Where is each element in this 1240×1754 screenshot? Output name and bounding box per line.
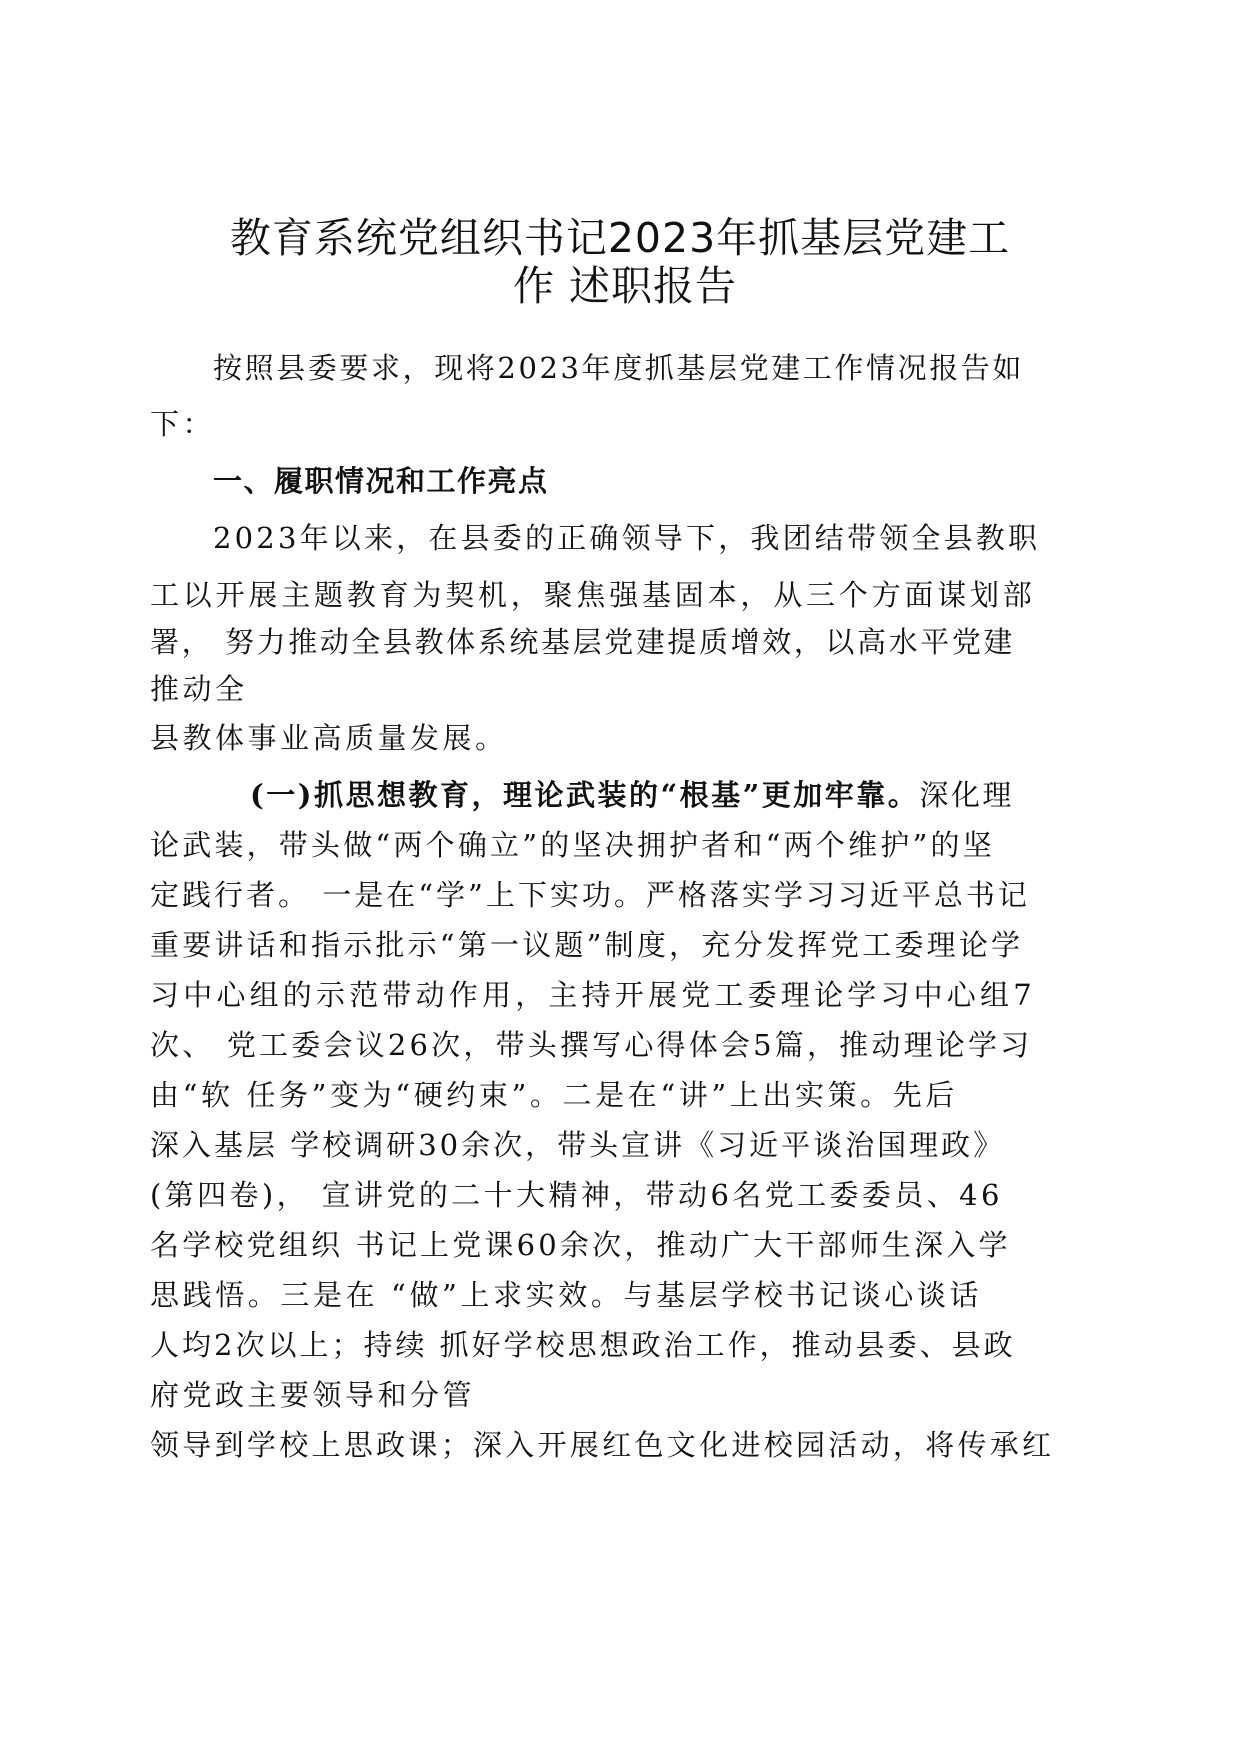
paragraph-line: 人均2次以上；持续 抓好学校思想政治工作，推动县委、县政 xyxy=(150,1328,1016,1362)
paragraph-line: 习中心组的示范带动作用，主持开展党工委理论学习中心组7 xyxy=(150,978,1036,1012)
paragraph-line: 名学校党组织 书记上党课60余次，推动广大干部师生深入学 xyxy=(150,1228,1011,1262)
intro-line: 按照县委要求，现将2023年度抓基层党建工作情况报告如 xyxy=(213,351,1025,385)
paragraph-line: 2023年以来，在县委的正确领导下，我团结带领全县教职 xyxy=(213,521,1041,555)
paragraph-line: 次、 党工委会议26次，带头撰写心得体会5篇，推动理论学习 xyxy=(150,1028,1033,1062)
intro-line: 下： xyxy=(150,407,216,441)
paragraph-line: 领导到学校上思政课；深入开展红色文化进校园活动，将传承红 xyxy=(150,1428,1055,1462)
paragraph-line: 论武装，带头做“两个确立”的坚决拥护者和“两个维护”的坚 xyxy=(150,828,995,862)
paragraph-line: 推动全 xyxy=(150,672,248,706)
subsection-heading: (一)抓思想教育，理论武装的“根基”更加牢靠。 xyxy=(250,778,920,812)
document-title-line-1: 教育系统党组织书记2023年抓基层党建工 xyxy=(229,214,1011,262)
paragraph-line: 署， 努力推动全县教体系统基层党建提质增效，以高水平党建 xyxy=(150,625,1016,659)
paragraph-line: 府党政主要领导和分管 xyxy=(150,1378,476,1412)
paragraph-line: 由“软 任务”变为“硬约束”。二是在“讲”上出实策。先后 xyxy=(150,1078,958,1112)
paragraph-line: 定践行者。 一是在“学”上下实功。严格落实学习习近平总书记 xyxy=(150,878,1030,912)
paragraph-line: 工以开展主题教育为契机，聚焦强基固本，从三个方面谋划部 xyxy=(150,578,1036,612)
paragraph-line: 县教体事业高质量发展。 xyxy=(150,721,508,755)
section-heading: 一、履职情况和工作亮点 xyxy=(213,464,549,498)
paragraph-line: (第四卷)， 宣讲党的二十大精神，带动6名党工委委员、46 xyxy=(150,1178,1003,1212)
paragraph-line: 思践悟。三是在 “做”上求实效。与基层学校书记谈心谈话 xyxy=(150,1278,983,1312)
paragraph-line: 深入基层 学校调研30余次，带头宣讲《习近平谈治国理政》 xyxy=(150,1128,1006,1162)
subsection-text: 深化理 xyxy=(919,778,1014,812)
subsection-line xyxy=(250,775,1014,815)
document-title-line-2: 作 述职报告 xyxy=(512,262,738,310)
paragraph-line: 重要讲话和指示批示“第一议题”制度，充分发挥党工委理论学 xyxy=(150,928,1024,962)
